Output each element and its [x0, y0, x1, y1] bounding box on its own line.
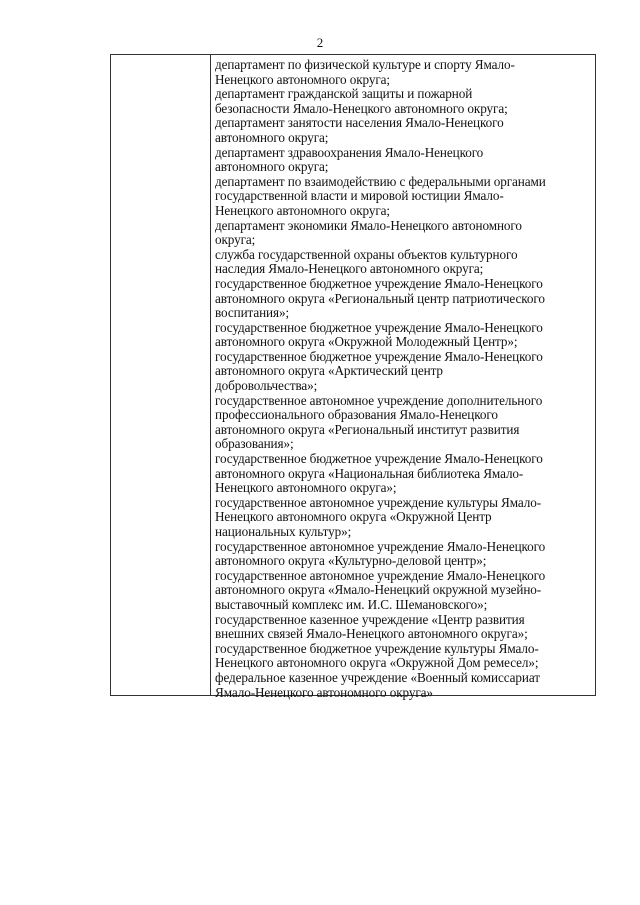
list-item-line: Ямало-Ненецкого автономного округа» — [215, 684, 433, 700]
list-item-line: добровольчества»; — [215, 378, 318, 394]
list-item-line: национальных культур»; — [215, 524, 352, 539]
list-item-line: департамент по взаимодействию с федеральными органами — [215, 173, 546, 189]
list-item-line: государственной власти и мировой юстиции Ямало- — [215, 188, 504, 204]
list-item-line: внешних связей Ямало-Ненецкого автономного округа»; — [215, 626, 528, 642]
list-item-line: Ненецкого автономного округа «Окружной Дом ремесел»; — [215, 655, 539, 671]
list-item-line: автономного округа «Национальная библиотека Ямало- — [215, 465, 524, 481]
list-item-line: государственное бюджетное учреждение культуры Ямало- — [215, 640, 539, 656]
list-item-line: выставочный комплекс им. И.С. Шемановского»; — [215, 596, 488, 612]
column-divider — [210, 55, 211, 695]
list-item-line: департамент занятости населения Ямало-Ненецкого — [215, 115, 504, 131]
list-item-line: Ненецкого автономного округа; — [215, 71, 390, 87]
page-number: 2 — [316, 35, 324, 50]
list-item-line: воспитания»; — [215, 305, 290, 321]
list-item-line: служба государственной охраны объектов культурного — [215, 246, 518, 262]
list-item-line: государственное бюджетное учреждение Ямало-Ненецкого — [215, 451, 543, 467]
list-item-line: наследия Ямало-Ненецкого автономного округа; — [215, 261, 484, 277]
list-item-line: безопасности Ямало-Ненецкого автономного округа; — [215, 100, 508, 116]
list-item-line: департамент здравоохранения Ямало-Ненецкого — [215, 144, 484, 160]
list-item-line: департамент гражданской защиты и пожарной — [215, 86, 473, 102]
list-item-line: государственное автономное учреждение культуры Ямало- — [215, 494, 542, 510]
list-item-line: Ненецкого автономного округа; — [215, 202, 390, 218]
list-item-line: автономного округа «Культурно-деловой центр»; — [215, 553, 487, 569]
list-item-line: округа; — [215, 232, 256, 248]
list-item-line: федеральное казенное учреждение «Военный комиссариат — [215, 669, 540, 685]
list-item-line: профессионального образования Ямало-Ненецкого — [215, 407, 498, 423]
list-item-line: департамент экономики Ямало-Ненецкого автономного — [215, 217, 522, 233]
list-item-line: автономного округа; — [215, 159, 329, 175]
list-item-line: автономного округа «Региональный центр патриотического — [215, 290, 545, 306]
list-item-line: государственное автономное учреждение дополнительного — [215, 392, 543, 408]
table-left-cell — [111, 55, 210, 695]
list-item-line: государственное бюджетное учреждение Ямало-Ненецкого — [215, 275, 543, 291]
list-item-line: государственное бюджетное учреждение Ямало-Ненецкого — [215, 348, 543, 364]
list-item-line: образования»; — [215, 436, 294, 452]
list-item-line: автономного округа; — [215, 129, 329, 145]
list-item-line: государственное казенное учреждение «Центр развития — [215, 611, 525, 627]
list-item-line: департамент по физической культуре и спорту Ямало- — [215, 57, 515, 72]
list-item-line: автономного округа «Арктический центр — [215, 363, 443, 379]
organizations-list — [215, 58, 593, 700]
list-item-line: автономного округа «Региональный институт развития — [215, 421, 520, 437]
list-item-line: Ненецкого автономного округа «Окружной Центр — [215, 509, 492, 525]
list-item-line: государственное автономное учреждение Ямало-Ненецкого — [215, 567, 546, 583]
list-item-line: государственное автономное учреждение Ямало-Ненецкого — [215, 538, 546, 554]
list-item-line: автономного округа «Ямало-Ненецкий окружной музейно- — [215, 582, 542, 598]
list-item-line: Ненецкого автономного округа»; — [215, 480, 397, 496]
list-item-line: государственное бюджетное учреждение Ямало-Ненецкого — [215, 319, 543, 335]
list-item-line: автономного округа «Окружной Молодежный Центр»; — [215, 334, 518, 350]
organizations-table — [110, 54, 596, 700]
